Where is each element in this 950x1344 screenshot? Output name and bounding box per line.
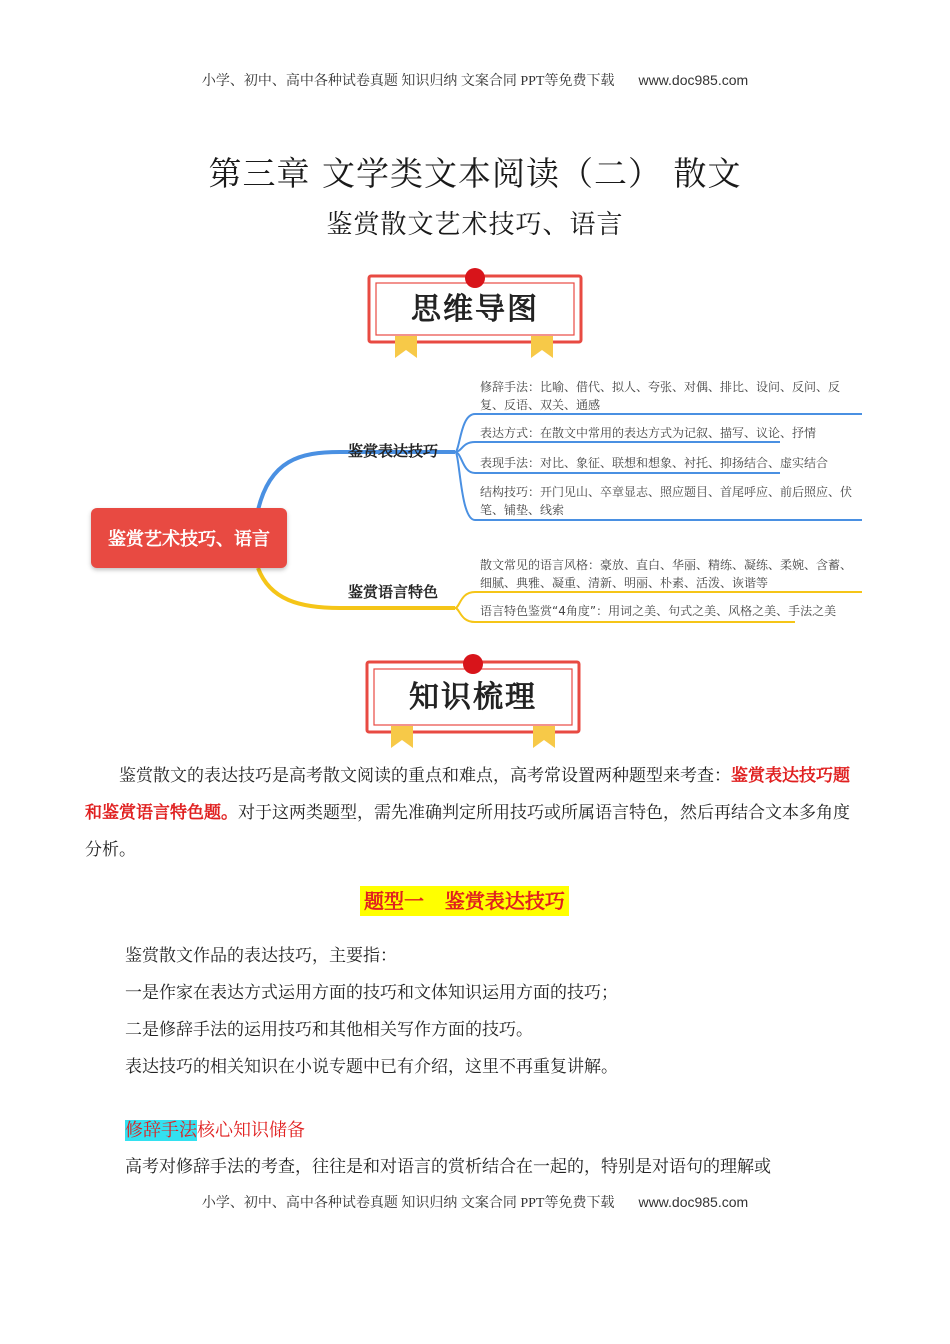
banner-mindmap — [365, 266, 585, 358]
header-site[interactable]: www.doc985.com — [638, 72, 749, 88]
banner-dot-icon — [463, 654, 483, 674]
intro-highlight: 鉴赏表达技巧题和鉴赏语言特色题。 — [85, 766, 850, 823]
body-line: 二是修辞手法的运用技巧和其他相关写作方面的技巧。 — [125, 1020, 533, 1040]
ribbon-left-icon — [391, 726, 413, 748]
intro-paragraph — [85, 758, 865, 869]
page-title: 第三章 文学类文本阅读（二） 散文 — [208, 154, 742, 193]
mindmap-node: 语言特色鉴赏“4角度”：用词之美、句式之美、风格之美、手法之美 — [480, 604, 837, 618]
knowledge-rest: 核心知识储备 — [197, 1120, 305, 1141]
mindmap-node: 表达方式：在散文中常用的表达方式为记叙、描写、议论、抒情 — [480, 426, 817, 440]
mindmap-node: 散文常见的语言风格：豪放、直白、华丽、精练、凝练、柔婉、含蓄、细腻、典雅、凝重、清新、明丽、朴素、活泼、诙谐等 — [480, 558, 853, 590]
knowledge-highlight: 修辞手法 — [125, 1120, 197, 1141]
header-text: 小学、初中、高中各种试卷真题 知识归纳 文案合同 PPT等免费下载 — [201, 74, 615, 89]
page-subtitle: 鉴赏散文艺术技巧、语言 — [326, 210, 624, 240]
page-footer — [0, 1192, 950, 1212]
mindmap-branch-language: 鉴赏语言特色 — [348, 583, 439, 601]
section-type-one: 题型一 鉴赏表达技巧 — [360, 886, 569, 916]
intro-text-2: 对于这两类题型，需先准确判定所用技巧或所属语言特色，然后再结合文本多角度分析。 — [85, 803, 850, 860]
mindmap-branch-expression: 鉴赏表达技巧 — [348, 442, 439, 460]
mindmap-node: 结构技巧：开门见山、卒章显志、照应题目、首尾呼应、前后照应、伏笔、铺垫、线索 — [480, 485, 853, 517]
footer-site[interactable]: www.doc985.com — [638, 1194, 749, 1210]
mindmap-node: 表现手法：对比、象征、联想和想象、衬托、抑扬结合、虚实结合 — [480, 456, 829, 470]
banner-dot-icon — [465, 268, 485, 288]
body-line: 一是作家在表达方式运用方面的技巧和文体知识运用方面的技巧； — [125, 983, 618, 1003]
ribbon-left-icon — [395, 336, 417, 358]
banner-knowledge-label: 知识梳理 — [409, 680, 537, 715]
ribbon-right-icon — [533, 726, 555, 748]
body-lines — [125, 938, 870, 1086]
body-last-line: 高考对修辞手法的考查，往往是和对语言的赏析结合在一起的，特别是对语句的理解或 — [125, 1157, 771, 1177]
body-line: 鉴赏散文作品的表达技巧，主要指： — [125, 946, 397, 966]
mindmap-node: 修辞手法：比喻、借代、拟人、夸张、对偶、排比、设问、反问、反复、反语、双关、通感 — [480, 380, 841, 412]
ribbon-right-icon — [531, 336, 553, 358]
footer-text: 小学、初中、高中各种试卷真题 知识归纳 文案合同 PPT等免费下载 — [201, 1196, 615, 1211]
page-header — [0, 70, 950, 90]
body-line: 表达技巧的相关知识在小说专题中已有介绍，这里不再重复讲解。 — [125, 1057, 618, 1077]
banner-knowledge — [363, 652, 583, 750]
mindmap-root: 鉴赏艺术技巧、语言 — [91, 508, 287, 568]
intro-text-1: 鉴赏散文的表达技巧是高考散文阅读的重点和难点，高考常设置两种题型来考查： — [119, 766, 731, 786]
banner-mindmap-label: 思维导图 — [411, 292, 539, 327]
knowledge-heading — [125, 1116, 305, 1146]
